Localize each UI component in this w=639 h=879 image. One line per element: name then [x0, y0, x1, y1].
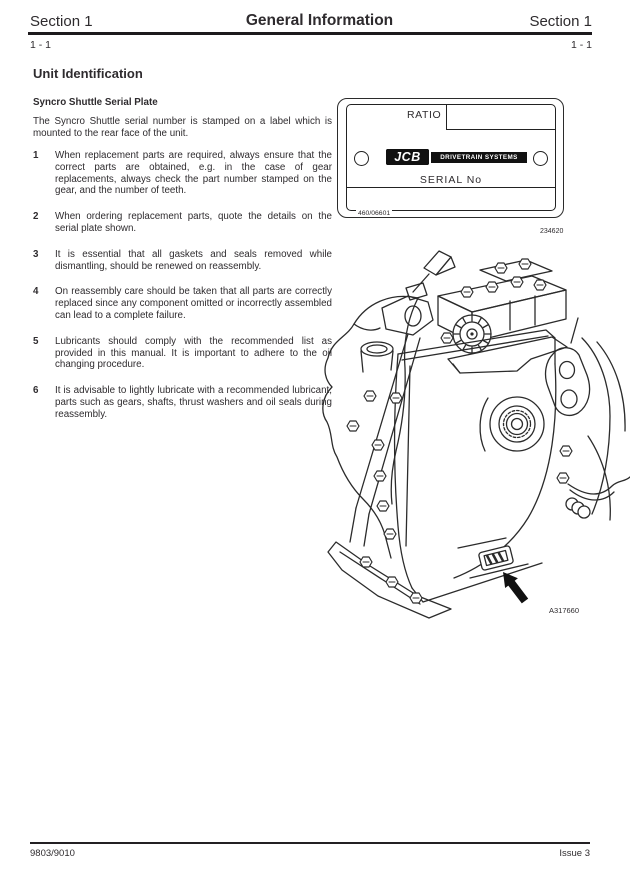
list-item — [33, 286, 332, 321]
list-item-text: Lubricants should comply with the recommended list as provided in this manual. It is important to adhere to the oil changing procedure. — [55, 335, 332, 371]
list-item — [33, 336, 332, 371]
footer-publication-number: 9803/9010 — [30, 848, 75, 859]
list-item-number: 6 — [33, 385, 39, 397]
page-number-left: 1 - 1 — [30, 39, 52, 51]
list-item-number: 1 — [33, 150, 39, 161]
figure-caption: A317660 — [549, 606, 580, 615]
ratio-entry-box — [446, 105, 555, 130]
unit-identification-heading: Unit Identification — [33, 66, 143, 81]
pointer-arrow — [503, 572, 528, 603]
rivet-hole-right — [533, 151, 548, 166]
plate-figure-number: 234620 — [540, 228, 564, 235]
list-item-number: 4 — [33, 286, 39, 298]
plate-part-number: 460/06601 — [358, 210, 391, 217]
header-section-right: Section 1 — [529, 13, 592, 30]
page-number-right: 1 - 1 — [570, 39, 592, 51]
transmission-illustration — [320, 246, 630, 621]
list-item-text: When ordering replacement parts, quote the details on the serial plate shown. — [55, 211, 332, 234]
jcb-logo: JCB — [386, 149, 429, 165]
header-section-left: Section 1 — [30, 13, 93, 30]
footer-issue: Issue 3 — [559, 848, 590, 859]
footer-rule — [30, 842, 590, 844]
list-item-number: 2 — [33, 211, 39, 223]
serial-plate-subheading: Syncro Shuttle Serial Plate — [33, 97, 158, 108]
list-item — [33, 211, 332, 235]
list-item-number: 5 — [33, 335, 39, 347]
numbered-notes-list — [33, 150, 332, 435]
rivet-hole-left — [354, 151, 369, 166]
serial-plate-diagram — [337, 98, 564, 218]
list-item — [33, 150, 332, 197]
list-item-text: When replacement parts are required, always ensure that the correct parts are obtained, e.g. in the case of gear replacements, always check the part number stamped on the gear, and the number of teeth. — [55, 150, 332, 197]
list-item — [33, 385, 332, 420]
intro-paragraph: The Syncro Shuttle serial number is stamped on a label which is mounted to the rear face of the unit. — [33, 116, 332, 139]
serial-label-on-unit — [478, 545, 513, 570]
list-item-text: It is essential that all gaskets and seals removed while dismantling, should be renewed on reassembly. — [55, 248, 332, 272]
list-item — [33, 249, 332, 273]
serial-no-label: SERIAL No — [419, 174, 483, 186]
list-item-number: 3 — [33, 248, 39, 260]
header-rule — [28, 32, 592, 35]
serial-plate-inner-border — [346, 104, 556, 211]
drivetrain-systems-badge: DRIVETRAIN SYSTEMS — [431, 152, 527, 163]
page-title: General Information — [245, 12, 394, 29]
serial-plate-divider — [347, 187, 555, 188]
flag-tab — [424, 251, 451, 275]
ratio-label: RATIO — [407, 109, 442, 121]
list-item-text: On reassembly care should be taken that all parts are correctly replaced since any component omitted or incorrectly assembled can lead to a complete failure. — [55, 286, 332, 321]
list-item-text: It is advisable to lightly lubricate with a recommended lubricant, parts such as gears, shafts, thrust washers and oil seals during reassembly. — [55, 385, 332, 420]
